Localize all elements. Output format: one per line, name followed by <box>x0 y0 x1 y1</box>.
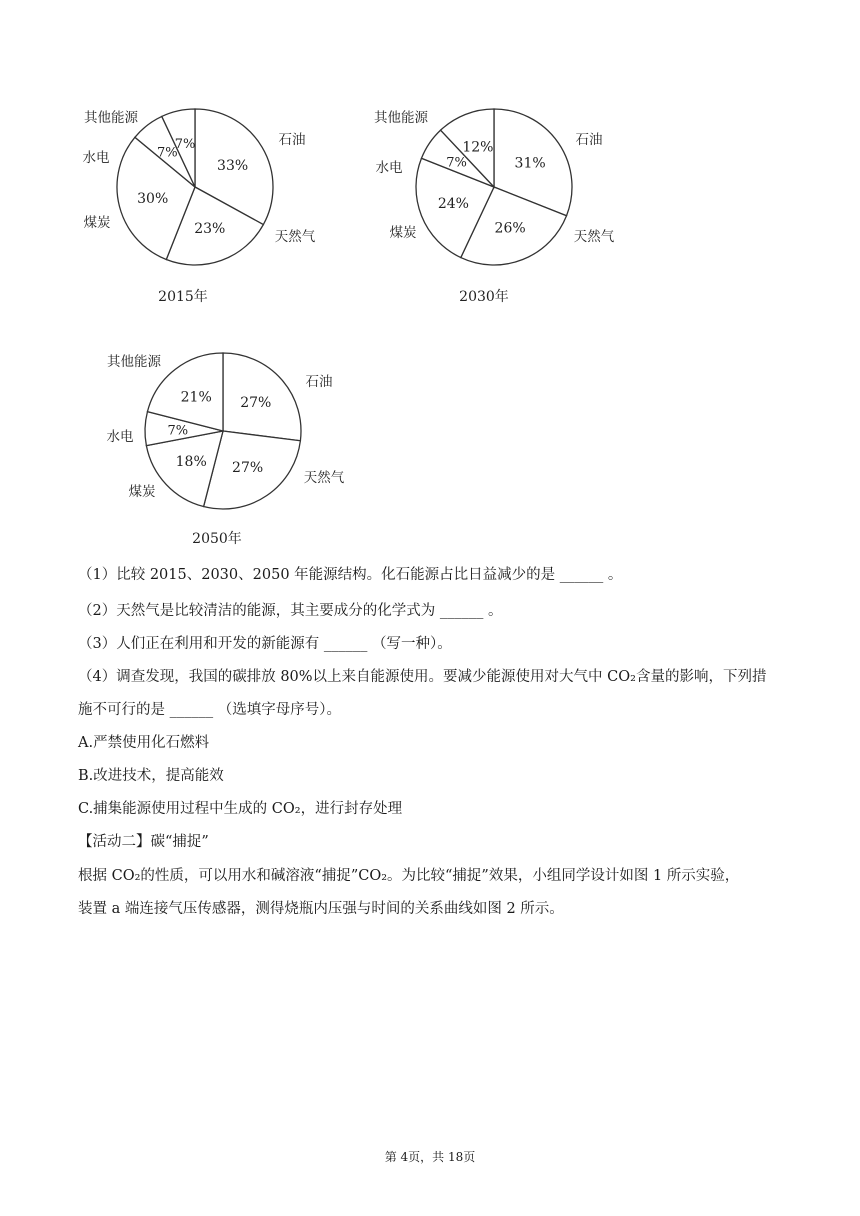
activity-2-heading: 【活动二】碳“捕捉” <box>78 834 209 850</box>
slice-category-label: 天然气 <box>573 229 615 245</box>
slice-category-label: 其他能源 <box>84 110 138 126</box>
question-4-line-1: （4）调查发现，我国的碳排放 80%以上来自能源使用。要减少能源使用对大气中 CO₂含量的影响，下列措 <box>78 669 767 685</box>
slice-value-label: 27% <box>232 460 264 477</box>
paragraph-line-1: 根据 CO₂的性质，可以用水和碱溶液“捕捉”CO₂。为比较“捕捉”效果，小组同学设计如图 1 所示实验， <box>78 868 740 884</box>
slice-category-label: 水电 <box>82 150 110 166</box>
slice-category-label: 石油 <box>575 132 603 148</box>
slice-category-label: 天然气 <box>274 229 316 245</box>
question-3: （3）人们正在利用和开发的新能源有 ______ （写一种）。 <box>78 636 452 652</box>
option-a: A.严禁使用化石燃料 <box>78 735 210 751</box>
slice-value-label: 21% <box>180 389 212 406</box>
slice-category-label: 煤炭 <box>83 215 111 231</box>
slice-category-label: 水电 <box>106 429 134 445</box>
option-c: C.捕集能源使用过程中生成的 CO₂，进行封存处理 <box>78 801 403 817</box>
slice-value-label: 23% <box>194 221 226 238</box>
pie-chart-1 <box>374 109 615 305</box>
slice-value-label: 12% <box>462 139 494 156</box>
slice-value-label: 18% <box>175 453 207 470</box>
slice-category-label: 煤炭 <box>128 484 156 500</box>
pie-chart-year-label: 2050年 <box>192 531 242 547</box>
slice-category-label: 水电 <box>375 160 403 176</box>
slice-value-label: 26% <box>494 220 526 237</box>
pie-chart-year-label: 2015年 <box>158 289 208 305</box>
slice-value-label: 33% <box>217 157 249 174</box>
slice-category-label: 石油 <box>305 374 333 390</box>
option-b: B.改进技术，提高能效 <box>78 768 224 784</box>
slice-value-label: 7% <box>446 155 467 171</box>
slice-value-label: 7% <box>156 145 178 161</box>
slice-value-label: 27% <box>240 395 272 412</box>
question-2: （2）天然气是比较清洁的能源，其主要成分的化学式为 ______ 。 <box>78 603 503 619</box>
pie-chart-0 <box>83 109 316 305</box>
pie-chart-year-label: 2030年 <box>459 289 509 305</box>
pie-chart-2 <box>107 353 345 547</box>
slice-value-label: 24% <box>437 196 469 213</box>
paragraph-line-2: 装置 a 端连接气压传感器，测得烧瓶内压强与时间的关系曲线如图 2 所示。 <box>78 901 564 917</box>
page-footer: 第 4页，共 18页 <box>384 1150 476 1164</box>
slice-value-label: 7% <box>167 423 189 439</box>
slice-category-label: 其他能源 <box>374 110 428 126</box>
slice-category-label: 煤炭 <box>389 225 417 241</box>
slice-category-label: 其他能源 <box>107 354 161 370</box>
slice-category-label: 石油 <box>278 132 306 148</box>
slice-value-label: 31% <box>514 155 546 172</box>
slice-category-label: 天然气 <box>303 470 345 486</box>
slice-value-label: 30% <box>137 190 169 207</box>
question-4-line-2: 施不可行的是 ______ （选填字母序号）。 <box>78 702 341 718</box>
slice-value-label: 7% <box>174 136 196 152</box>
question-1: （1）比较 2015、2030、2050 年能源结构。化石能源占比日益减少的是 ______ 。 <box>78 567 623 583</box>
energy-pie-charts <box>0 0 860 560</box>
